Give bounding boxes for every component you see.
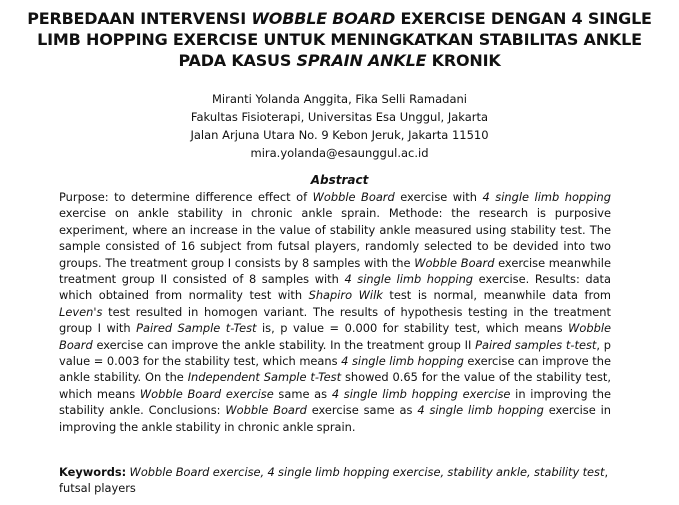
abstract-text: same as <box>273 386 332 401</box>
abstract-text: exercise can improve the ankle stability. In the treatment group II <box>92 337 476 352</box>
author-block <box>0 90 679 162</box>
author-names: Miranti Yolanda Anggita, Fika Selli Ramadani <box>211 92 468 106</box>
author-email: mira.yolanda@esaunggul.ac.id <box>250 146 429 160</box>
abstract-text: exercise. Results: data which obtained from normality test with <box>59 272 612 303</box>
keywords-terms: Wobble Board exercise, 4 single limb hopping exercise, stability ankle, stability test <box>126 465 605 479</box>
abstract-text: exercise meanwhile treatment group II consisted of 8 samples with <box>59 255 611 287</box>
abstract-text: showed 0.65 for the value of the stability test, which means <box>59 370 611 401</box>
abstract-body <box>59 189 611 435</box>
abstract-italic-term: 4 single limb hopping <box>482 190 611 204</box>
abstract-text: in improving the stability ankle. Conclusions: <box>59 386 611 418</box>
abstract-italic-term: 4 single limb hopping <box>344 272 474 287</box>
abstract-heading: Abstract <box>310 173 369 187</box>
abstract-italic-term: Wobble Board exercise <box>139 386 274 401</box>
author-address: Jalan Arjuna Utara No. 9 Kebon Jeruk, Jakarta 11510 <box>190 128 489 142</box>
abstract-text: Purpose: to determine difference effect of <box>59 190 313 204</box>
abstract-italic-term: 4 single limb hopping <box>417 403 544 418</box>
abstract-italic-term: Wobble Board <box>312 190 395 204</box>
title-text: PERBEDAAN INTERVENSI <box>27 9 252 28</box>
abstract-italic-term: Shapiro Wilk <box>308 288 383 303</box>
abstract-text: test is normal, meanwhile data from <box>382 288 612 303</box>
abstract-text: exercise with <box>394 190 483 204</box>
title-italic-term: SPRAIN ANKLE <box>296 51 427 70</box>
title-text: KRONIK <box>426 51 501 70</box>
abstract-italic-term: 4 single limb hopping exercise <box>331 386 511 401</box>
abstract-text: exercise can improve the ankle stability. On the <box>59 354 611 385</box>
keywords-line <box>59 464 611 497</box>
abstract-text: test resulted in homogen variant. The results of hypothesis testing in the treatment group I with <box>59 304 611 336</box>
abstract-text: , p value = 0.003 for the stability test, which means <box>59 337 611 369</box>
abstract-italic-term: Leven's <box>59 304 103 319</box>
author-affiliation: Fakultas Fisioterapi, Universitas Esa Unggul, Jakarta <box>190 110 489 124</box>
abstract-text: exercise same as <box>306 403 418 418</box>
abstract-italic-term: Wobble Board <box>225 403 307 418</box>
title-text: EXERCISE DENGAN 4 SINGLE LIMB HOPPING EXERCISE UNTUK MENINGKATKAN STABILITAS ANKLE PADA KASUS <box>37 9 652 70</box>
abstract-text: is, p value = 0.000 for stability test, which means <box>256 321 569 336</box>
abstract-italic-term: Wobble Board <box>59 321 611 352</box>
title-italic-term: WOBBLE BOARD <box>251 9 396 28</box>
abstract-italic-term: Independent Sample t-Test <box>187 370 342 385</box>
abstract-text: exercise on ankle stability in chronic ankle sprain. Methode: the research is purposive experiment, where an increase in the value of stability ankle measured using stability test. The sample consisted of 16 subject from futsal players, randomly selected to be devided into two groups. The treatment group I consists by 8 samples with the <box>59 206 611 270</box>
abstract-italic-term: Wobble Board <box>414 255 495 270</box>
abstract-text: exercise in improving the ankle stability in chronic ankle sprain. <box>59 403 611 434</box>
keywords-label: Keywords: <box>59 465 127 479</box>
abstract-italic-term: Paired Sample t-Test <box>136 321 257 336</box>
paper-title <box>18 8 661 71</box>
abstract-italic-term: Paired samples t-test <box>475 337 597 352</box>
keywords-tail: , futsal players <box>59 465 609 496</box>
abstract-italic-term: 4 single limb hopping <box>341 354 464 369</box>
